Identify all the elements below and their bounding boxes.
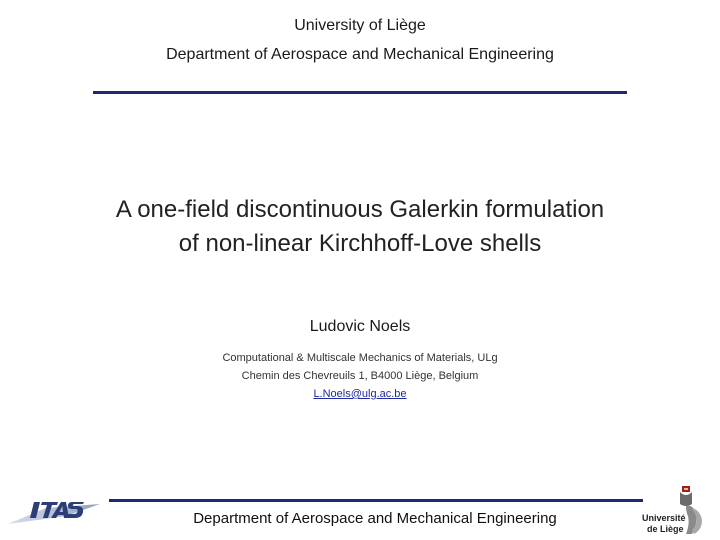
header-divider [93,91,627,94]
ulg-logo-text-line-2: de Liège [647,524,684,534]
presentation-title-line-1: A one-field discontinuous Galerkin formulation [115,196,605,223]
author-affiliation: Computational & Multiscale Mechanics of Materials, ULg [222,352,498,364]
ltas-logo-icon [6,494,102,528]
presentation-title-line-2: of non-linear Kirchhoff-Love shells [178,230,542,257]
footer-department: Department of Aerospace and Mechanical Engineering [193,510,557,527]
footer-divider [109,499,643,502]
university-name: University of Liège [294,17,426,34]
department-name: Department of Aerospace and Mechanical Engineering [166,46,554,63]
author-address: Chemin des Chevreuils 1, B4000 Liège, Belgium [241,370,479,382]
author-name: Ludovic Noels [309,318,411,335]
ulg-logo-text-line-1: Université [642,513,686,523]
author-email-link[interactable]: L.Noels@ulg.ac.be [313,388,407,400]
